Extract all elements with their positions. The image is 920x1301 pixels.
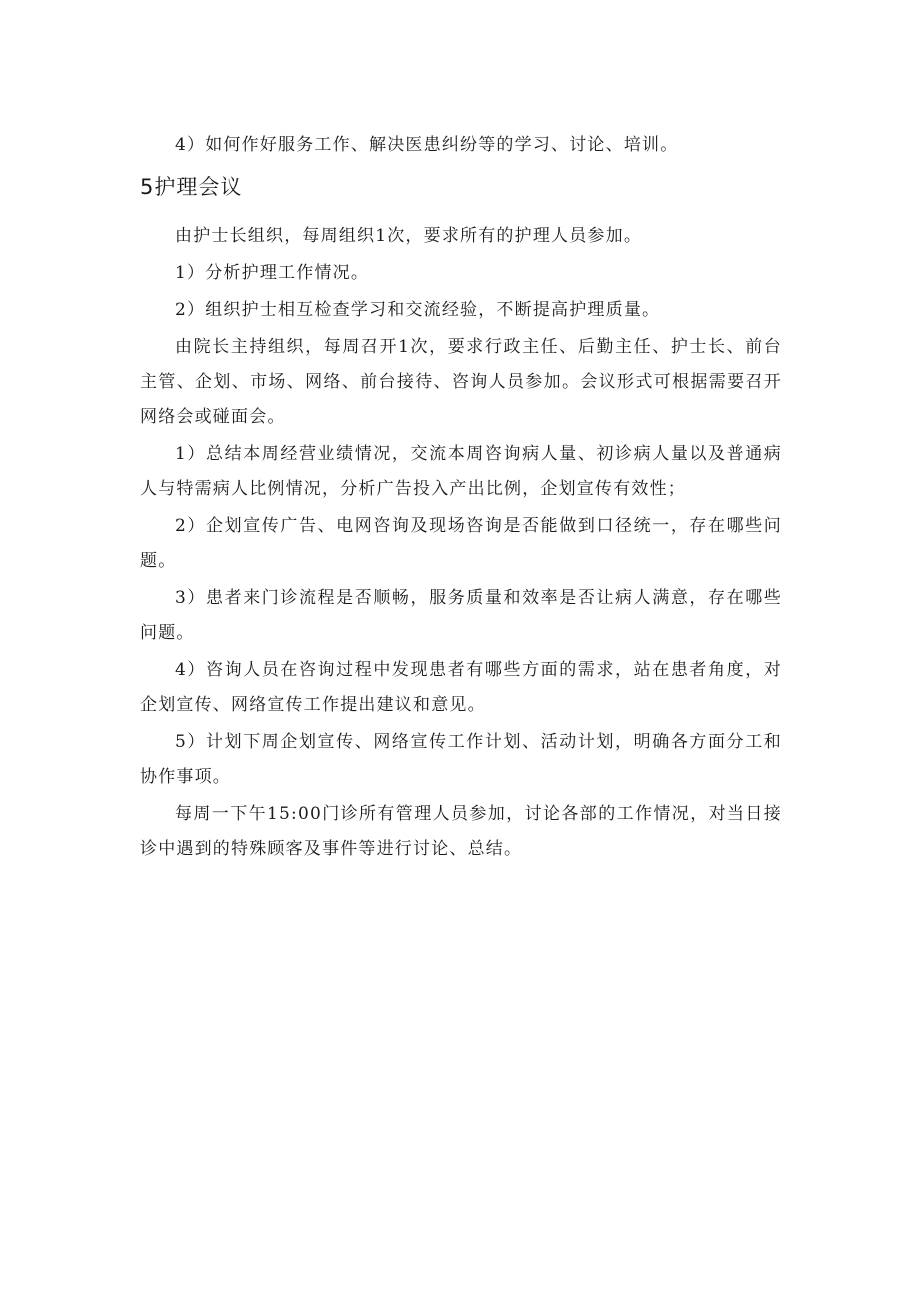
paragraph-nursing-item-1: 1）分析护理工作情况。 [175, 263, 370, 283]
section-heading: 5护理会议 [140, 175, 243, 199]
document-body [140, 128, 782, 869]
paragraph-director-item-2: 2）企划宣传广告、电网咨询及现场咨询是否能做到口径统一，存在哪些问题。 [140, 516, 782, 571]
paragraph-nursing-meeting-intro: 由护士长组织，每周组织1次，要求所有的护理人员参加。 [175, 226, 643, 246]
paragraph-nursing-item-2: 2）组织护士相互检查学习和交流经验，不断提高护理质量。 [175, 300, 661, 320]
paragraph-director-item-3: 3）患者来门诊流程是否顺畅，服务质量和效率是否让病人满意，存在哪些问题。 [140, 588, 782, 643]
paragraph-item-4-training: 4）如何作好服务工作、解决医患纠纷等的学习、讨论、培训。 [175, 135, 679, 155]
paragraph-director-meeting-intro: 由院长主持组织，每周召开1次，要求行政主任、后勤主任、护士长、前台主管、企划、市场、网络、前台接待、咨询人员参加。会议形式可根据需要召开网络会或碰面会。 [140, 337, 782, 427]
paragraph-director-item-1: 1）总结本周经营业绩情况，交流本周咨询病人量、初诊病人量以及普通病人与特需病人比例情况，分析广告投入产出比例，企划宣传有效性； [140, 444, 782, 499]
paragraph-director-item-5: 5）计划下周企划宣传、网络宣传工作计划、活动计划，明确各方面分工和协作事项。 [140, 732, 782, 787]
paragraph-director-item-4: 4）咨询人员在咨询过程中发现患者有哪些方面的需求，站在患者角度，对企划宣传、网络宣传工作提出建议和意见。 [140, 660, 782, 715]
paragraph-monday-meeting: 每周一下午15:00门诊所有管理人员参加，讨论各部的工作情况，对当日接诊中遇到的特殊顾客及事件等进行讨论、总结。 [140, 804, 782, 859]
